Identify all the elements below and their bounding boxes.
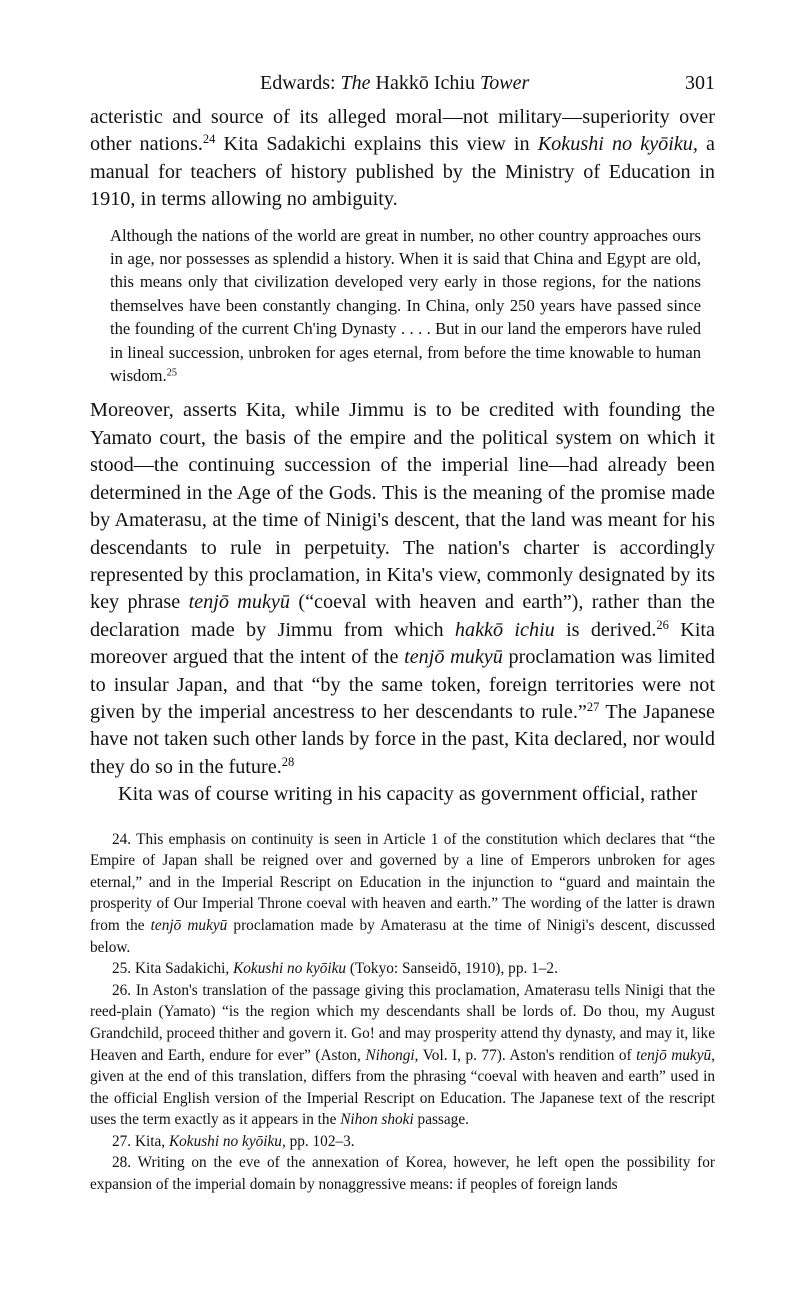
footnote-28 — [90, 1152, 715, 1195]
italic-term: tenjō mukyū, — [636, 1046, 715, 1064]
italic-title: Kokushi no kyōiku, — [168, 1132, 286, 1150]
running-header — [90, 72, 715, 104]
text-run: 25. Kita Sadakichi, — [112, 960, 234, 978]
footnote-ref-26[interactable]: 26 — [656, 617, 669, 632]
footnote-26 — [90, 980, 715, 1131]
italic-title: Nihon shoki — [340, 1111, 414, 1129]
text-run: pp. 102–3. — [285, 1132, 355, 1150]
text-run: 24. This emphasis on continuity is seen in Article 1 of the constitution which declares that “the Empire of Japan shall be reigned over and governed by a line of Emperors unbroken for ages eternal,” and in the Imperial Rescript on Education in the injunction to “guard and maintain the prosperity of Our Imperial Throne coeval with heaven and earth.” The wording of the latter is drawn from the — [90, 830, 715, 934]
page — [90, 72, 715, 1196]
block-quote-text — [110, 224, 701, 388]
running-title — [260, 72, 529, 95]
text-run: Vol. I, p. 77). Aston's rendition of — [418, 1046, 637, 1064]
footnotes — [90, 829, 715, 1196]
text-run: a manual for teachers of history published by the Ministry of Education in 1910, in terms allowing no ambiguity. — [90, 133, 715, 211]
text-run: The Japanese have not taken such other lands by force in the past, Kita declared, nor would they do so in the future. — [90, 700, 715, 778]
footnote-24 — [90, 829, 715, 959]
text-run: is derived. — [554, 618, 657, 641]
text-run: acteristic and source of its alleged moral—not military—superiority over other nations. — [90, 106, 715, 156]
italic-term: tenjō mukyū — [404, 646, 503, 669]
text-run: proclamation was limited to insular Japan, and that “by the same token, foreign territories were not given by the imperial ancestress to her descendants to rule.” — [90, 646, 716, 723]
text-run: proclamation made by Amaterasu at the time of Ninigi's descent, discussed below. — [90, 916, 715, 956]
text-run: passage. — [413, 1111, 469, 1129]
text-run: Kita moreover argued that the intent of the — [90, 618, 715, 669]
italic-term: hakkō ichiu — [454, 618, 555, 641]
running-title-tower: Tower — [479, 72, 530, 94]
text-run: given at the end of this translation, differs from the phrasing “coeval with heaven and earth” used in the official English version of the Imperial Rescript on Education. The Japanese text of the rescript uses the term exactly as it appears in the — [90, 1068, 715, 1129]
italic-term: tenjō mukyū — [188, 591, 290, 614]
italic-term: tenjō mukyū — [150, 916, 228, 934]
text-run: 26. In Aston's translation of the passage giving this proclamation, Amaterasu tells Ninigi that the reed-plain (Yamato) “is the region which my descendants shall be lords of. Do thou, my August Grandchild, proceed thither and govern it. Go! and may prosperity attend thy dynasty, and may it, like Heaven and Earth, endure for ever” (Aston, — [90, 981, 715, 1064]
page-number: 301 — [685, 72, 715, 94]
paragraph-1 — [90, 104, 715, 214]
footnote-ref-27[interactable]: 27 — [586, 700, 600, 715]
italic-title: Kokushi no kyōiku — [233, 960, 347, 978]
text-run: 27. Kita, — [112, 1132, 169, 1150]
italic-title: Nihongi, — [365, 1046, 419, 1064]
footnote-27 — [90, 1131, 715, 1153]
block-quote — [110, 224, 701, 388]
text-run: Although the nations of the world are great in number, no other country approaches ours in age, nor possesses as splendid a history. When it is said that China and Egypt are old, this means only that civilization developed very early in those regions, for the nations themselves have been constantly changing. In China, only 250 years have passed since the founding of the current Ch'ing Dynasty . . . . But in our land the emperors have ruled in lineal succession, unbroken for ages eternal, from before the time knowable to human wisdom. — [110, 225, 701, 386]
paragraph-3: Kita was of course writing in his capacity as government official, rather — [118, 783, 698, 806]
footnote-25 — [90, 958, 715, 980]
running-title-the: The — [340, 72, 371, 94]
text-run: Moreover, asserts Kita, while Jimmu is to be credited with founding the Yamato court, the basis of the empire and the political system on which it stood—the continuing succession of the imperial line—had already been determined in the Age of the Gods. This is the meaning of the promise made by Amaterasu, at the time of Ninigi's descent, that the land was meant for his descendants to rule in perpetuity. The nation's charter is accordingly represented by this proclamation, in Kita's view, commonly designated by its key phrase — [90, 399, 715, 614]
text-run: Kita Sadakichi explains this view in — [215, 133, 538, 156]
footnote-ref-28[interactable]: 28 — [281, 754, 295, 769]
text-run: (Tokyo: Sanseidō, 1910), pp. 1–2. — [346, 960, 558, 978]
footnote-ref-24[interactable]: 24 — [202, 132, 216, 147]
italic-title: Kokushi no kyōiku, — [537, 133, 698, 156]
text-run: 28. Writing on the eve of the annexation of Korea, however, he left open the possibility for expansion of the imperial domain by nonaggressive means: if peoples of foreign lands — [90, 1154, 715, 1194]
text-run: (“coeval with heaven and earth”), rather than the declaration made by Jimmu from which — [90, 591, 715, 641]
main-text — [90, 104, 715, 809]
running-title-hakko: Hakkō Ichiu — [370, 72, 480, 94]
paragraph-2 — [90, 397, 715, 781]
footnote-ref-25[interactable]: 25 — [166, 367, 177, 379]
running-title-author: Edwards: — [260, 72, 341, 94]
